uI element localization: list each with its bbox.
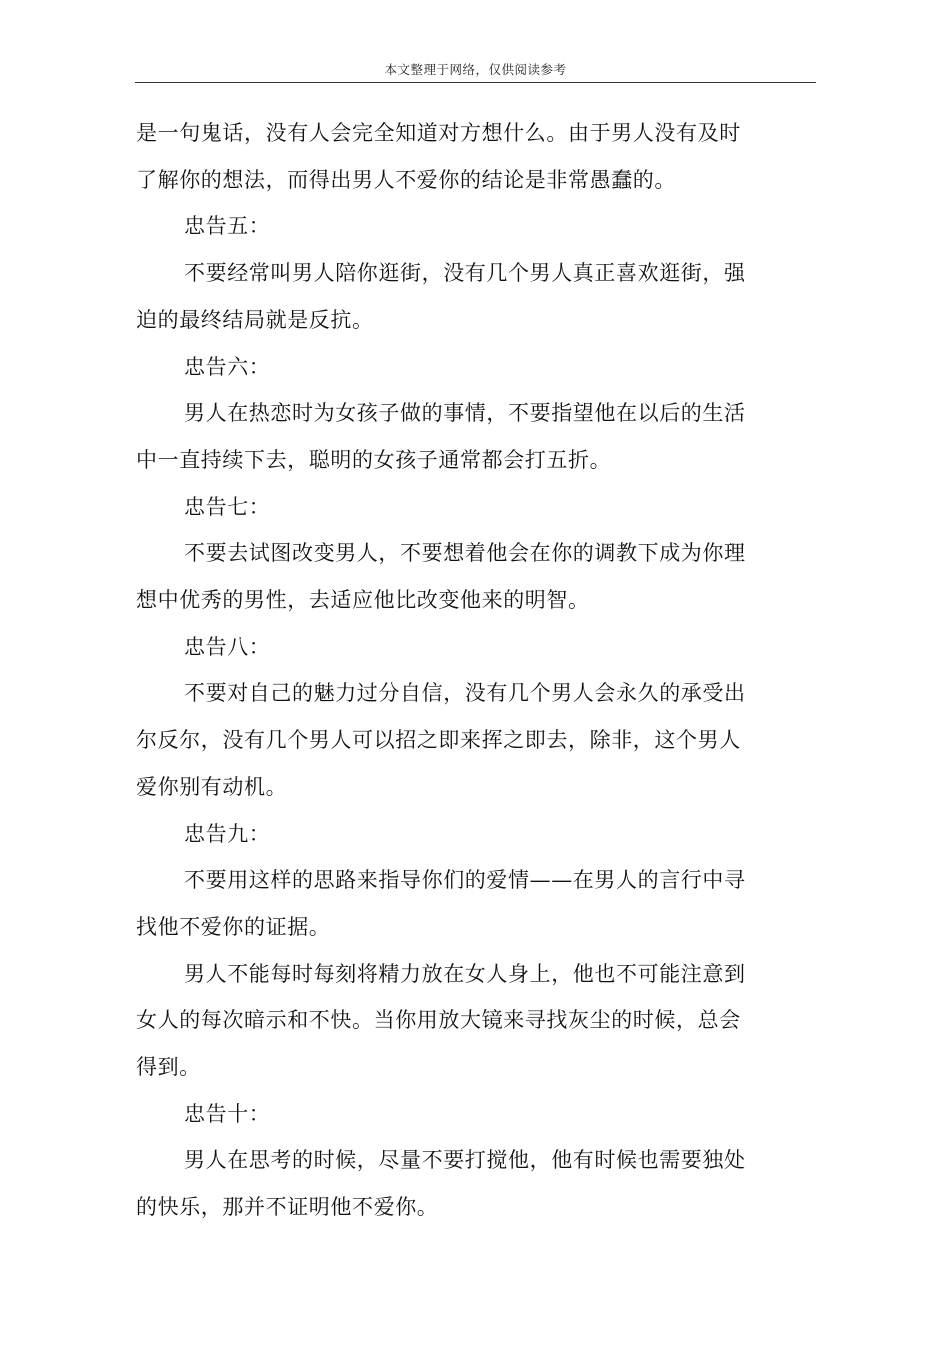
paragraph-line: 女人的每次暗示和不快。当你用放大镜来寻找灰尘的时候，总会 xyxy=(136,1008,741,1033)
paragraph-line: 不要对自己的魅力过分自信，没有几个男人会永久的承受出 xyxy=(184,681,746,706)
page-header xyxy=(135,56,816,83)
paragraph-line: 不要去试图改变男人，不要想着他会在你的调教下成为你理 xyxy=(184,541,746,566)
paragraph xyxy=(136,110,756,203)
paragraph-line: 是一句鬼话，没有人会完全知道对方想什么。由于男人没有及时 xyxy=(136,121,741,145)
paragraph-line: 忠告九： xyxy=(184,821,271,846)
paragraph-line: 忠告十： xyxy=(184,1101,271,1126)
paragraph-line: 中一直持续下去，聪明的女孩子通常都会打五折。 xyxy=(136,447,612,472)
paragraph-line: 的快乐，那并不证明他不爱你。 xyxy=(136,1195,439,1220)
paragraph xyxy=(136,811,756,858)
paragraph-line: 男人在思考的时候，尽量不要打搅他，他有时候也需要独处 xyxy=(184,1148,746,1173)
paragraph xyxy=(136,250,756,343)
paragraph-line: 尔反尔，没有几个男人可以招之即来挥之即去，除非，这个男人 xyxy=(136,728,741,753)
paragraph xyxy=(136,951,756,1091)
paragraph xyxy=(136,857,756,950)
paragraph-line: 爱你别有动机。 xyxy=(136,774,288,799)
paragraph xyxy=(136,530,756,623)
paragraph-line: 忠告六： xyxy=(184,354,271,379)
header-text: 本文整理于网络，仅供阅读参考 xyxy=(384,62,567,77)
document-body xyxy=(136,110,756,1231)
paragraph-line: 迫的最终结局就是反抗。 xyxy=(136,307,374,332)
paragraph xyxy=(136,344,756,391)
paragraph xyxy=(136,484,756,531)
paragraph-line: 了解你的想法，而得出男人不爱你的结论是非常愚蠢的。 xyxy=(136,167,676,192)
paragraph-line: 想中优秀的男性，去适应他比改变他来的明智。 xyxy=(136,588,590,613)
paragraph-line: 忠告五： xyxy=(184,214,271,239)
paragraph-line: 不要用这样的思路来指导你们的爱情——在男人的言行中寻 xyxy=(184,868,746,893)
paragraph-line: 得到。 xyxy=(136,1055,201,1080)
paragraph-line: 不要经常叫男人陪你逛街，没有几个男人真正喜欢逛街，强 xyxy=(184,261,746,286)
paragraph-line: 男人在热恋时为女孩子做的事情，不要指望他在以后的生活 xyxy=(184,401,746,426)
paragraph xyxy=(136,1091,756,1138)
paragraph xyxy=(136,1137,756,1230)
paragraph xyxy=(136,670,756,810)
paragraph xyxy=(136,390,756,483)
paragraph xyxy=(136,624,756,671)
paragraph-line: 忠告七： xyxy=(184,494,271,519)
paragraph-line: 忠告八： xyxy=(184,634,271,659)
paragraph-line: 找他不爱你的证据。 xyxy=(136,914,331,939)
paragraph-line: 男人不能每时每刻将精力放在女人身上，他也不可能注意到 xyxy=(184,961,746,986)
paragraph xyxy=(136,203,756,250)
